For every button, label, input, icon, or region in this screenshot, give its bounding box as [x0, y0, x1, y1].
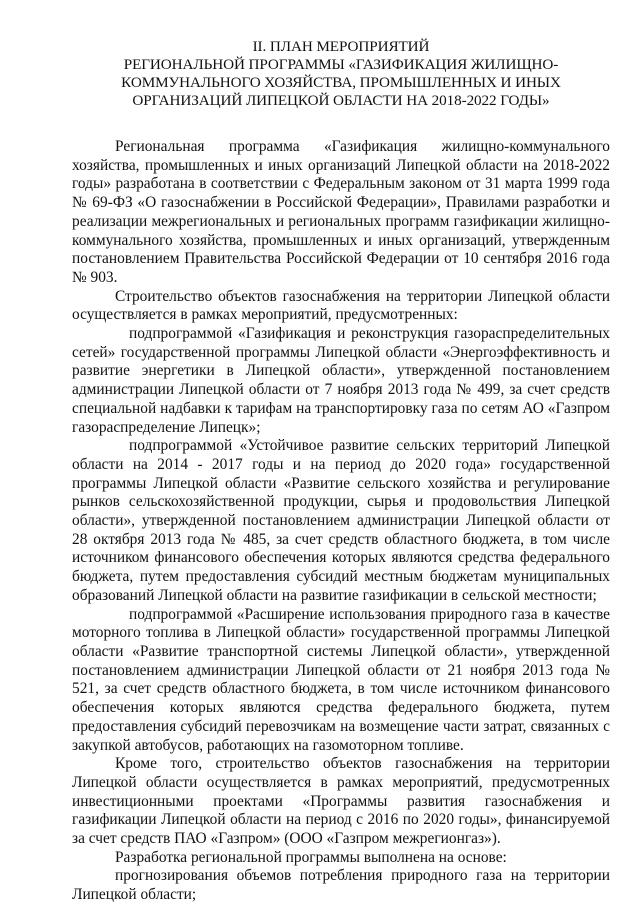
title-line: РЕГИОНАЛЬНОЙ ПРОГРАММЫ «ГАЗИФИКАЦИЯ ЖИЛИЩНО- — [123, 56, 559, 73]
title-line: ОРГАНИЗАЦИЙ ЛИПЕЦКОЙ ОБЛАСТИ НА 2018-2022 ГОДЫ» — [132, 92, 550, 109]
document-title — [72, 38, 610, 110]
paragraph: Кроме того, строительство объектов газоснабжения на территории Липецкой области осуществляется в рамках мероприятий, предусмотренных инвестиционными проектами «Программы развития газоснабжения и газификации Липецкой области на период с 2016 по 2020 годы», финансируемой за счет средств ПАО «Газпром» (ООО «Газпром межрегионгаз»). — [72, 755, 610, 848]
title-line: II. ПЛАН МЕРОПРИЯТИЙ — [252, 38, 430, 55]
paragraph: подпрограммой «Расширение использования природного газа в качестве моторного топлива в Липецкой области» государственной программы Липецкой области «Развитие транспортной системы Липецкой области», утвержденной постановлением администрации Липецкой области от 21 ноября 2013 года № 521, за счет средств областного бюджета, в том числе источником финансового обеспечения которых являются средства федерального бюджета, путем предоставления субсидий перевозчикам на возмещение части затрат, связанных с закупкой автобусов, работающих на газомоторном топливе. — [72, 605, 610, 754]
title-line: КОММУНАЛЬНОГО ХОЗЯЙСТВА, ПРОМЫШЛЕННЫХ И ИНЫХ — [121, 74, 561, 91]
document-body — [72, 138, 610, 905]
paragraph: подпрограммой «Газификация и реконструкция газораспределительных сетей» государственной программы Липецкой области «Энергоэффективность и развитие энергетики в Липецкой области», утвержденной постановлением администрации Липецкой области от 7 ноября 2013 года № 499, за счет средств специальной надбавки к тарифам на транспортировку газа по сетям АО «Газпром газораспределение Липецк»; — [72, 325, 610, 436]
paragraph: Региональная программа «Газификация жилищно-коммунального хозяйства, промышленных и иных организаций Липецкой области на 2018-2022 годы» разработана в соответствии с Федеральным законом от 31 марта 1999 года № 69-ФЗ «О газоснабжении в Российской Федерации», Правилами разработки и реализации межрегиональных и региональных программ газификации жилищно-коммунального хозяйства, промышленных и иных организаций, утвержденным постановлением Правительства Российской Федерации от 10 сентября 2016 года № 903. — [72, 138, 610, 286]
paragraph: Строительство объектов газоснабжения на территории Липецкой области осуществляется в рамках мероприятий, предусмотренных: — [72, 287, 610, 324]
paragraph: подпрограммой «Устойчивое развитие сельских территорий Липецкой области на 2014 - 2017 годы и на период до 2020 года» государственной программы Липецкой области «Развитие сельского хозяйства и регулирование рынков сельскохозяйственной продукции, сырья и продовольствия Липецкой области», утвержденной постановлением администрации Липецкой области от 28 октября 2013 года № 485, за счет средств областного бюджета, в том числе источником финансового обеспечения которых являются средства федерального бюджета, путем предоставления субсидий местным бюджетам муниципальных образований Липецкой области на развитие газификации в сельской местности; — [72, 437, 610, 604]
paragraph: Разработка региональной программы выполнена на основе: — [115, 848, 507, 866]
paragraph: прогнозирования объемов потребления природного газа на территории Липецкой области; — [72, 867, 610, 904]
